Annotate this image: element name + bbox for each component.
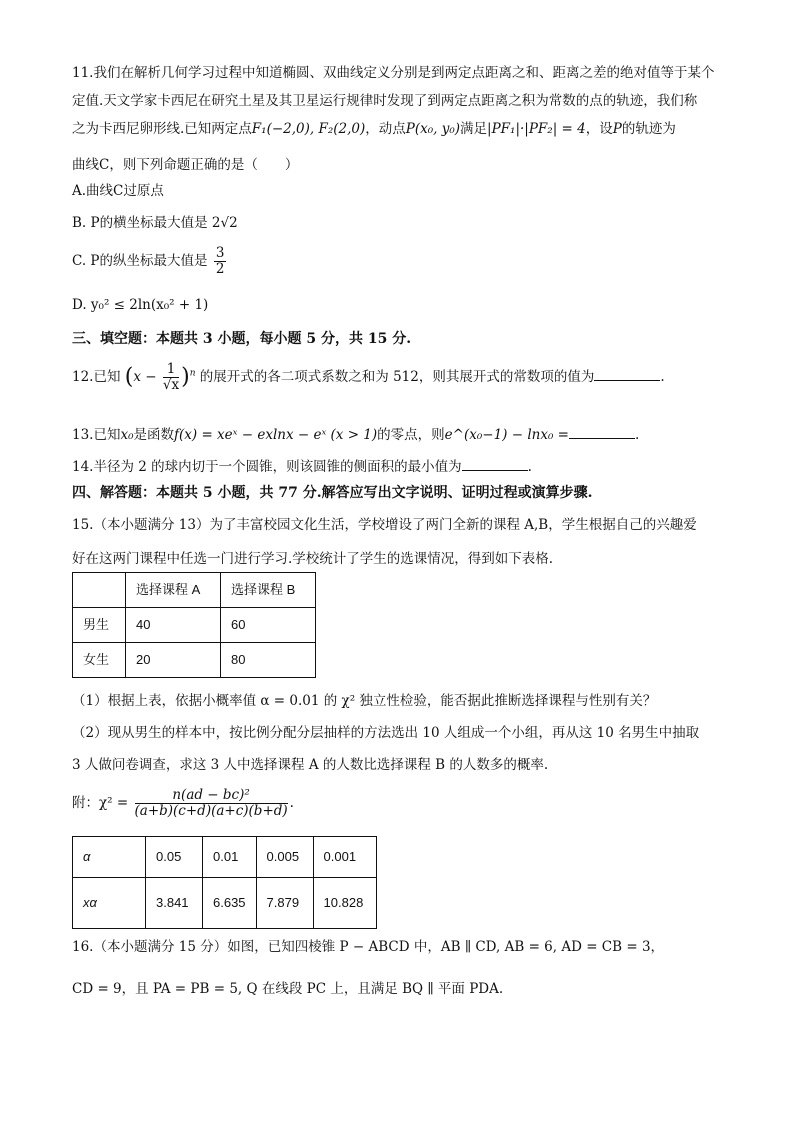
q13-expression: e^(x₀−1) − lnx₀ = bbox=[444, 427, 569, 443]
fraction-numerator: 3 bbox=[215, 245, 225, 261]
q12-text: 的展开式的各二项式系数之和为 512，则其展开式的常数项的值为 bbox=[199, 368, 595, 385]
q12-expr: x − bbox=[133, 368, 157, 385]
table-header-cell: 选择课程 B bbox=[221, 573, 316, 608]
q11-foci: F₁(−2,0), F₂(2,0) bbox=[251, 121, 366, 137]
q11-option-b-value: 2√2 bbox=[211, 215, 238, 231]
fraction-numerator: 1 bbox=[163, 362, 179, 378]
q11-line1: 11.我们在解析几何学习过程中知道椭圆、双曲线定义分别是到两定点距离之和、距离之差的绝对值等于某个 bbox=[72, 65, 715, 81]
q15-line2: 好在这两门课程中任选一门进行学习.学校统计了学生的选课情况，得到如下表格. bbox=[72, 551, 554, 567]
formula-end: . bbox=[289, 794, 294, 811]
fraction-numerator: n(ad − bc)² bbox=[135, 788, 288, 804]
q15-part2-line1: （2）现从男生的样本中，按比例分配分层抽样的方法选出 10 人组成一个小组，再从这 10 名男生中抽取 bbox=[72, 725, 700, 741]
q12-line: 12.已知 (x − $\frac{1}{√x}$ )$^n$ 的展开式的各二项式系数之和为 512，则其展开式的常数项的值为 . bbox=[72, 361, 665, 393]
q14-line bbox=[72, 458, 532, 476]
answer-blank bbox=[462, 458, 528, 471]
q15-table bbox=[72, 572, 316, 678]
formula-fraction bbox=[135, 788, 288, 819]
table-cell: α bbox=[73, 837, 146, 878]
q11-text: 之为卡西尼卵形线.已知两定点 bbox=[72, 121, 252, 137]
table-cell: 0.05 bbox=[146, 837, 203, 878]
critical-value-table bbox=[72, 836, 377, 929]
table-cell: 60 bbox=[221, 608, 316, 643]
q11-line3: 之为卡西尼卵形线.已知两定点F₁(−2,0), F₂(2,0)，动点P(x₀, y₀)满足|PF₁|·|PF₂| = 4，设P的轨迹为 bbox=[72, 121, 676, 137]
q14-end: . bbox=[527, 459, 532, 475]
table-cell: 6.635 bbox=[203, 878, 257, 929]
answer-blank bbox=[594, 368, 660, 381]
table-row bbox=[73, 608, 316, 643]
fraction-denominator: √x bbox=[162, 376, 180, 393]
table-cell: 3.841 bbox=[146, 878, 203, 929]
table-header-cell: 选择课程 A bbox=[126, 573, 221, 608]
q11-line4: 曲线C，则下列命题正确的是（ ） bbox=[72, 157, 299, 173]
q15-formula bbox=[72, 788, 294, 819]
q13-text: 13.已知 bbox=[72, 427, 121, 443]
table-cell: 20 bbox=[126, 643, 221, 678]
q15-line1: 15.（本小题满分 13）为了丰富校园文化生活，学校增设了两门全新的课程 A,B，学生根据自己的兴趣爱 bbox=[72, 517, 697, 533]
table-cell: 40 bbox=[126, 608, 221, 643]
table-cell: 80 bbox=[221, 643, 316, 678]
q13-text: 的零点，则 bbox=[377, 427, 445, 443]
q11-option-a: A.曲线C过原点 bbox=[72, 183, 164, 199]
q11-option-c-label: C. P的纵坐标最大值是 bbox=[72, 252, 208, 269]
q15-part2-line2: 3 人做问卷调查，求这 3 人中选择课程 A 的人数比选择课程 B 的人数多的概率. bbox=[72, 757, 549, 773]
q16-line1: 16.（本小题满分 15 分）如图，已知四棱锥 P − ABCD 中，AB ∥ CD, AB = 6, AD = CB = 3， bbox=[72, 939, 665, 955]
q13-text: 是函数 bbox=[133, 427, 175, 443]
table-cell: xα bbox=[73, 878, 146, 929]
table-row bbox=[73, 837, 377, 878]
q11-option-b bbox=[72, 214, 238, 232]
q12-fraction bbox=[163, 362, 179, 393]
table-cell: 0.01 bbox=[203, 837, 257, 878]
q12-exponent: n bbox=[189, 368, 196, 379]
table-cell: 0.001 bbox=[313, 837, 376, 878]
q11-point: P(x₀, y₀) bbox=[405, 121, 461, 137]
table-cell: 7.879 bbox=[256, 878, 313, 929]
q11-option-c-fraction bbox=[214, 246, 227, 277]
q11-line2: 定值.天文学家卡西尼在研究土星及其卫星运行规律时发现了到两定点距离之积为常数的点的轨迹，我们称 bbox=[72, 93, 698, 109]
q16-line2: CD = 9，且 PA = PB = 5, Q 在线段 PC 上，且满足 BQ ∥ 平面 PDA. bbox=[72, 981, 504, 997]
section4-heading: 四、解答题：本题共 5 小题，共 77 分.解答应写出文字说明、证明过程或演算步骤. bbox=[72, 485, 593, 501]
q14-text: 14.半径为 2 的球内切于一个圆锥，则该圆锥的侧面积的最小值为 bbox=[72, 459, 462, 475]
q11-condition: |PF₁|·|PF₂| = 4 bbox=[487, 121, 586, 137]
formula-label: 附：χ² = bbox=[72, 794, 129, 811]
fraction-denominator: (a+b)(c+d)(a+c)(b+d) bbox=[134, 802, 288, 819]
q13-var: x₀ bbox=[120, 427, 134, 443]
fraction-denominator: 2 bbox=[215, 260, 225, 277]
q15-part1: （1）根据上表，依据小概率值 α = 0.01 的 χ² 独立性检验，能否据此推断选择课程与性别有关？ bbox=[72, 693, 657, 709]
q11-option-c bbox=[72, 246, 228, 277]
q12-text: 12.已知 bbox=[72, 368, 121, 385]
section3-heading: 三、填空题：本题共 3 小题，每小题 5 分，共 15 分. bbox=[72, 331, 412, 347]
q13-function: f(x) = xeˣ − exlnx − eˣ (x > 1) bbox=[174, 427, 378, 443]
table-cell: 0.005 bbox=[256, 837, 313, 878]
table-cell: 女生 bbox=[73, 643, 126, 678]
table-row bbox=[73, 878, 377, 929]
q11-option-b-label: B. P的横坐标最大值是 bbox=[72, 215, 208, 231]
q11-text: ，设 bbox=[585, 121, 613, 137]
table-cell: 男生 bbox=[73, 608, 126, 643]
q11-option-d: D. y₀² ≤ 2ln(x₀² + 1) bbox=[72, 297, 209, 313]
table-row bbox=[73, 643, 316, 678]
table-header-cell bbox=[73, 573, 126, 608]
q11-text: ，动点 bbox=[365, 121, 406, 137]
q11-text: 的轨迹为 bbox=[621, 121, 676, 137]
q11-text: 满足 bbox=[460, 121, 488, 137]
table-cell: 10.828 bbox=[313, 878, 376, 929]
answer-blank bbox=[569, 426, 635, 439]
q13-end: . bbox=[634, 427, 640, 443]
q13-line bbox=[72, 426, 639, 444]
